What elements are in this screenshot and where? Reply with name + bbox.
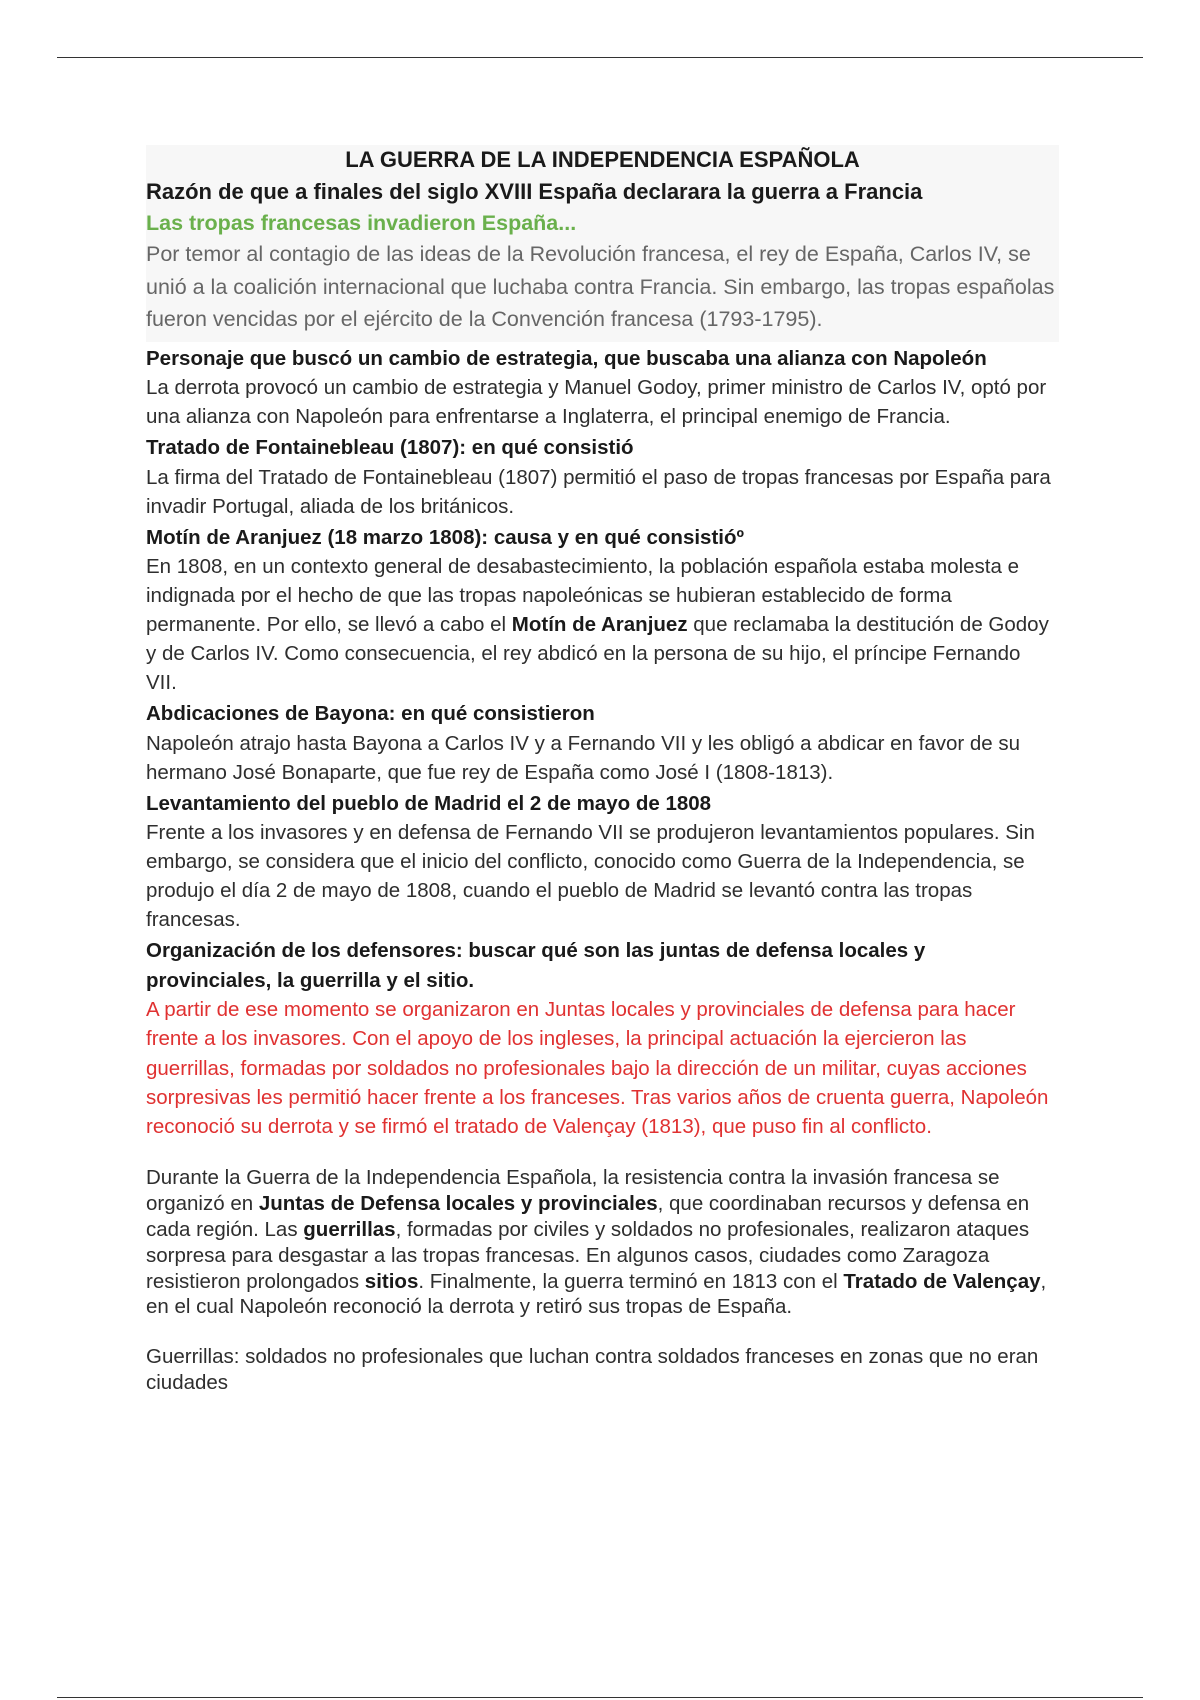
- question-2: Personaje que buscó un cambio de estrategia, que buscaba una alianza con Napoleón: [146, 346, 987, 370]
- summary-text-2: , que coordinaban recursos y defensa en cada región. Las: [146, 1192, 1030, 1242]
- question-3: Tratado de Fontainebleau (1807): en qué consistió: [146, 436, 634, 459]
- answer-6: Frente a los invasores y en defensa de Fernando VII se produjeron levantamientos populares. Sin embargo, se considera que el inicio del conflicto, conocido como Guerra de la Independencia, se produjo el día 2 de mayo de 1808, cuando el pueblo de Madrid se levantó contra las tropas francesas.: [146, 821, 1035, 931]
- summary-text-4: . Finalmente, la guerra terminó en 1813 con el: [418, 1269, 844, 1293]
- answer-1: Por temor al contagio de las ideas de la Revolución francesa, el rey de España, Carlos IV, se unió a la coalición internacional que luchaba contra Francia. Sin embargo, las tropas españolas fueron vencidas por el ejército de la Convención francesa (1793-1795).: [146, 242, 1055, 331]
- answer-4-text-b: que reclamaba la destitución de Godoy y de Carlos IV. Como consecuencia, el rey abdicó en la persona de su hijo, el príncipe Fernando VII.: [146, 613, 1049, 694]
- question-5: Abdicaciones de Bayona: en qué consistieron: [146, 702, 595, 725]
- answer-7: A partir de ese momento se organizaron en Juntas locales y provinciales de defensa para hacer frente a los invasores. Con el apoyo de los ingleses, la principal actuación la ejercieron las guerrillas, formadas por soldados no profesionales bajo la dirección de un militar, cuyas acciones sorpresivas les permitió hacer frente a los franceses. Tras varios años de cruenta guerra, Napoleón reconoció su derrota y se firmó el tratado de Valençay (1813), que puso fin al conflicto.: [146, 998, 1049, 1139]
- answer-3: La firma del Tratado de Fontainebleau (1807) permitió el paso de tropas francesas por España para invadir Portugal, aliada de los británicos.: [146, 465, 1051, 518]
- summary-bold-3: sitios: [364, 1269, 419, 1293]
- page-title: LA GUERRA DE LA INDEPENDENCIA ESPAÑOLA: [345, 147, 860, 172]
- answer-4-text-a: En 1808, en un contexto general de desabastecimiento, la población española estaba molesta e indignada por el hecho de que las tropas napoleónicas se hubieran establecido de forma permanente. Por ello, se llevó a cabo el: [146, 555, 1020, 636]
- summary-text-1: Durante la Guerra de la Independencia Española, la resistencia contra la invasión francesa se organizó en: [146, 1166, 1000, 1216]
- answer-4-bold: Motín de Aranjuez: [511, 613, 688, 636]
- question-6: Levantamiento del pueblo de Madrid el 2 de mayo de 1808: [146, 791, 712, 815]
- summary-bold-1: Juntas de Defensa locales y provinciales: [258, 1192, 658, 1216]
- top-rule: [57, 57, 1143, 58]
- highlighted-section: [146, 145, 1059, 342]
- question-7: Organización de los defensores: buscar qué son las juntas de defensa locales y provinciales, la guerrilla y el sitio.: [146, 939, 926, 992]
- summary-bold-2: guerrillas: [303, 1218, 396, 1242]
- document-body: [146, 145, 1056, 1396]
- answer-4: [146, 552, 1056, 697]
- question-1-subtitle: Las tropas francesas invadieron España...: [146, 211, 577, 235]
- summary-text-3: , formadas por civiles y soldados no profesionales, realizaron ataques sorpresa para desgastar a las tropas francesas. En algunos casos, ciudades como Zaragoza resistieron prolongados: [146, 1218, 1030, 1293]
- question-4: Motín de Aranjuez (18 marzo 1808): causa y en qué consistióº: [146, 525, 744, 549]
- guerrillas-note: Guerrillas: soldados no profesionales que luchan contra soldados franceses en zonas que no eran ciudades: [146, 1345, 1039, 1395]
- summary-text-5: , en el cual Napoleón reconoció la derrota y retiró sus tropas de España.: [146, 1269, 1047, 1319]
- answer-2: La derrota provocó un cambio de estrategia y Manuel Godoy, primer ministro de Carlos IV, optó por una alianza con Napoleón para enfrentarse a Inglaterra, el principal enemigo de Francia.: [146, 376, 1047, 428]
- summary-paragraph: [146, 1165, 1056, 1320]
- summary-bold-4: Tratado de Valençay: [843, 1269, 1041, 1293]
- bottom-rule: [57, 1697, 1143, 1698]
- answer-5: Napoleón atrajo hasta Bayona a Carlos IV y a Fernando VII y les obligó a abdicar en favor de su hermano José Bonaparte, que fue rey de España como José I (1808-1813).: [146, 731, 1021, 784]
- question-1: Razón de que a finales del siglo XVIII España declarara la guerra a Francia: [146, 179, 923, 204]
